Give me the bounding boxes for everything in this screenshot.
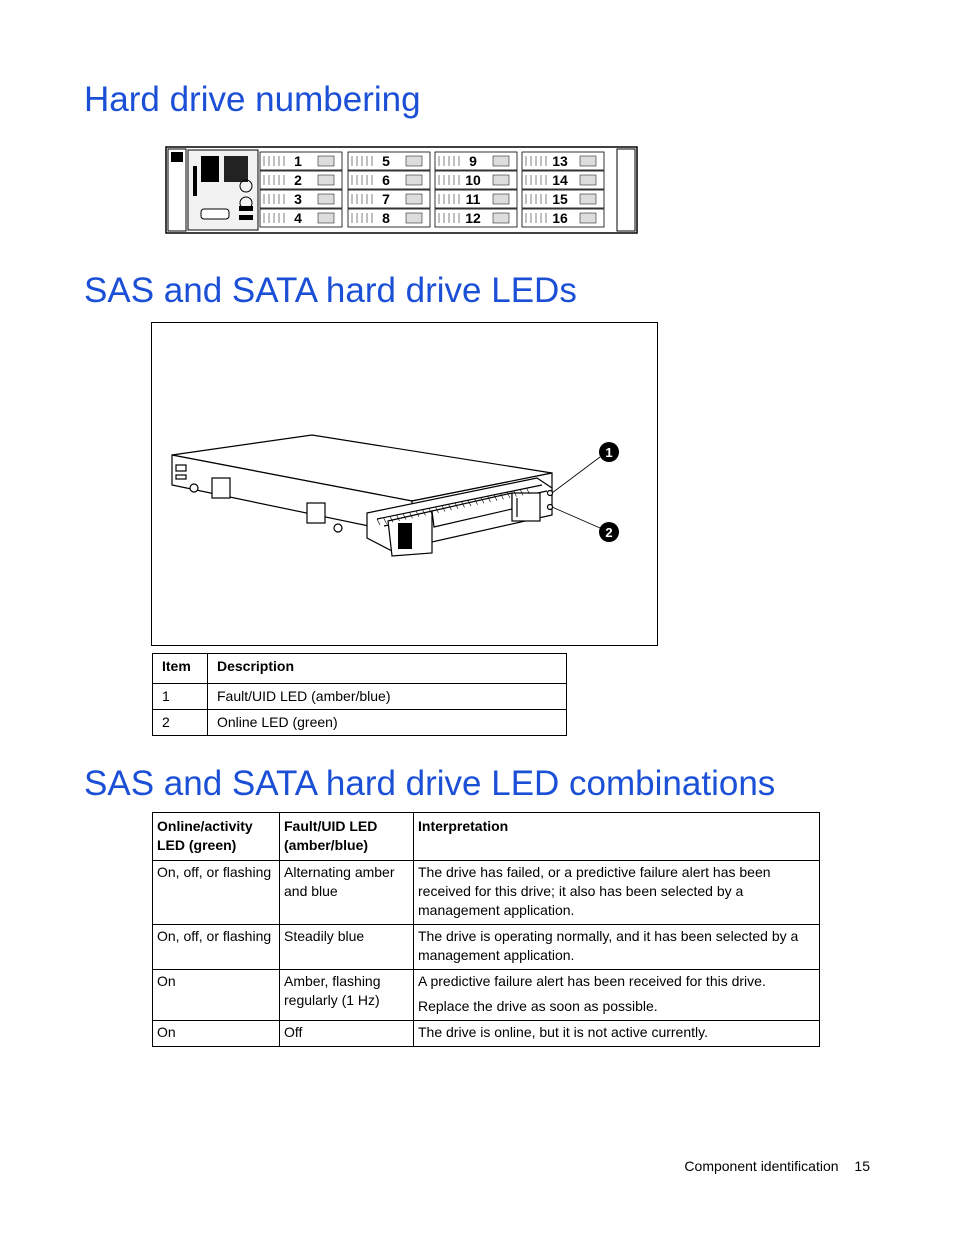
callout-1 <box>599 442 619 462</box>
drive-bay <box>348 171 430 189</box>
drive-bay-number: 1 <box>294 153 302 169</box>
column-header-interpretation: Interpretation <box>414 813 820 861</box>
drive-bay-number: 8 <box>382 210 390 226</box>
drive-bay <box>348 190 430 208</box>
interpretation-cell: The drive has failed, or a predictive failure alert has been received for this drive; it also has been selected by a management application. <box>414 861 820 925</box>
interpretation-cell: The drive is online, but it is not active currently. <box>414 1021 820 1047</box>
drive-bay-number: 15 <box>552 191 568 207</box>
drive-bay-number: 5 <box>382 153 390 169</box>
section-title-led-combinations: SAS and SATA hard drive LED combinations <box>84 764 776 803</box>
fault-cell: Off <box>280 1021 414 1047</box>
online-cell: On, off, or flashing <box>153 861 280 925</box>
table-header-row <box>153 654 567 684</box>
drive-bay <box>522 190 604 208</box>
online-cell: On, off, or flashing <box>153 925 280 970</box>
drive-bay <box>435 171 517 189</box>
table-row <box>153 861 820 925</box>
fault-cell: Amber, flashing regularly (1 Hz) <box>280 970 414 1021</box>
fault-cell: Alternating amber and blue <box>280 861 414 925</box>
svg-text:1: 1 <box>605 445 613 460</box>
drive-bay-number: 16 <box>552 210 568 226</box>
led-combinations-table <box>152 812 820 1047</box>
callout-2 <box>599 522 619 542</box>
drive-bay-number: 3 <box>294 191 302 207</box>
item-cell: 1 <box>153 684 208 710</box>
drive-bay <box>260 171 342 189</box>
drive-bay-number: 13 <box>552 153 568 169</box>
column-header-fault-uid: Fault/UID LED (amber/blue) <box>280 813 414 861</box>
page-footer <box>672 1158 870 1174</box>
column-header-description: Description <box>208 654 567 684</box>
table-row <box>153 684 567 710</box>
hard-drive-led-figure <box>151 322 658 646</box>
drive-bay-number: 10 <box>465 172 481 188</box>
drive-bay <box>522 152 604 170</box>
drive-bay-number: 12 <box>465 210 481 226</box>
online-cell: On <box>153 970 280 1021</box>
interpretation-line: Replace the drive as soon as possible. <box>418 998 658 1014</box>
drive-bay-number: 4 <box>294 210 302 226</box>
footer-page-number: 15 <box>854 1158 870 1174</box>
drive-bay <box>522 209 604 227</box>
drive-bay <box>260 190 342 208</box>
drive-bay <box>435 152 517 170</box>
table-row <box>153 970 820 1021</box>
interpretation-cell <box>414 970 820 1021</box>
table-row <box>153 1021 820 1047</box>
interpretation-cell: The drive is operating normally, and it has been selected by a management application. <box>414 925 820 970</box>
section-title-sas-sata-leds: SAS and SATA hard drive LEDs <box>84 271 577 310</box>
drive-bay <box>522 171 604 189</box>
table-row <box>153 710 567 736</box>
drive-bay <box>435 209 517 227</box>
drive-bay-number: 14 <box>552 172 568 188</box>
column-header-online-activity: Online/activity LED (green) <box>153 813 280 861</box>
drive-bay <box>260 152 342 170</box>
server-front-panel-illustration <box>165 146 638 234</box>
description-cell: Online LED (green) <box>208 710 567 736</box>
fault-cell: Steadily blue <box>280 925 414 970</box>
interpretation-line: A predictive failure alert has been received for this drive. <box>418 973 766 989</box>
drive-bay-number: 6 <box>382 172 390 188</box>
description-cell: Fault/UID LED (amber/blue) <box>208 684 567 710</box>
drive-bay-number: 9 <box>469 153 477 169</box>
column-header-item: Item <box>153 654 208 684</box>
led-item-table <box>152 653 567 736</box>
table-header-row <box>153 813 820 861</box>
online-cell: On <box>153 1021 280 1047</box>
svg-text:2: 2 <box>605 525 613 540</box>
drive-bay <box>435 190 517 208</box>
drive-bay-number: 2 <box>294 172 302 188</box>
item-cell: 2 <box>153 710 208 736</box>
drive-bay-number: 7 <box>382 191 390 207</box>
drive-bay <box>348 209 430 227</box>
section-title-hard-drive-numbering: Hard drive numbering <box>84 80 421 119</box>
drive-bay <box>260 209 342 227</box>
footer-section-name: Component identification <box>684 1158 839 1174</box>
drive-bay <box>348 152 430 170</box>
drive-bay-number: 11 <box>465 191 481 207</box>
table-row <box>153 925 820 970</box>
